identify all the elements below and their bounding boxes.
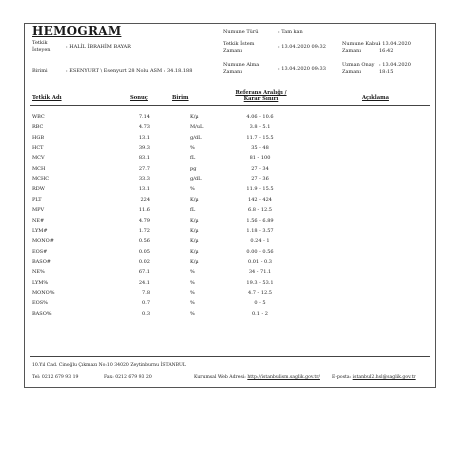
test-unit: % xyxy=(190,186,195,193)
test-reference-range: 1.18 - 3.57 xyxy=(246,227,274,234)
test-reference-range: 35 - 48 xyxy=(251,145,269,152)
test-unit: % xyxy=(190,269,195,276)
test-result: 4.79 xyxy=(138,217,150,224)
tetkik-istem-value: : 13.04.2020 09:32 xyxy=(278,44,326,50)
col-header-unit: Birim xyxy=(172,95,189,101)
test-name: HGB xyxy=(32,134,45,141)
test-result: 83.1 xyxy=(138,155,150,162)
test-unit: fL xyxy=(190,207,196,214)
test-reference-range: 142 - 424 xyxy=(248,196,272,203)
test-name: WBC xyxy=(32,114,45,120)
table-row xyxy=(0,267,450,277)
test-unit: % xyxy=(190,289,195,296)
col-header-name: Tetkik Adı xyxy=(32,95,62,101)
test-name: EOS% xyxy=(32,300,48,307)
test-result: 4.73 xyxy=(138,124,150,131)
test-reference-range: 4.06 - 10.6 xyxy=(246,114,274,120)
test-name: HCT xyxy=(32,145,44,152)
test-name: MONO% xyxy=(32,289,55,296)
table-row xyxy=(0,122,450,132)
tetkik-isteyen-value: : HALİL İBRAHİM BAYAR xyxy=(66,44,131,50)
test-unit: % xyxy=(190,300,195,307)
header-divider xyxy=(30,105,430,106)
test-unit: g/dL xyxy=(190,176,202,183)
test-name: MCHC xyxy=(32,176,50,183)
test-reference-range: 0.01 - 0.3 xyxy=(248,258,272,265)
footer-fax: Fax: 0212 679 93 20 xyxy=(104,375,152,380)
numune-kabul-value: : 13.04.2020 16:42 xyxy=(379,41,411,54)
test-name: MCH xyxy=(32,165,46,172)
test-result: 7.8 xyxy=(142,289,150,296)
test-name: RBC xyxy=(32,124,44,131)
test-result: 27.7 xyxy=(138,165,150,172)
numune-turu-value: : Tam kan xyxy=(278,29,303,35)
test-reference-range: 0.24 - 1 xyxy=(250,238,270,245)
test-result: 13.1 xyxy=(138,186,150,193)
footer-tel: Tel: 0212 679 93 19 xyxy=(32,375,79,380)
test-reference-range: 6.8 - 12.5 xyxy=(248,207,272,214)
test-unit: K/µ xyxy=(190,238,199,245)
test-name: MONO# xyxy=(32,238,54,245)
report-title: HEMOGRAM xyxy=(32,24,122,38)
test-name: RDW xyxy=(32,186,45,193)
table-row xyxy=(0,257,450,267)
table-row xyxy=(0,153,450,163)
test-unit: K/µ xyxy=(190,196,199,203)
table-row xyxy=(0,278,450,288)
test-reference-range: 11.7 - 15.5 xyxy=(246,134,274,141)
test-result: 0.56 xyxy=(138,238,150,245)
table-row xyxy=(0,236,450,246)
test-name: LYM# xyxy=(32,227,48,234)
test-unit: K/µ xyxy=(190,114,199,120)
test-result: 39.3 xyxy=(138,145,150,152)
test-unit: % xyxy=(190,145,195,152)
table-row xyxy=(0,298,450,308)
test-result: 7.14 xyxy=(138,114,150,120)
tetkik-istem-label: Tetkik İstem Zamanı xyxy=(223,41,255,54)
test-unit: M/uL xyxy=(190,124,204,131)
test-result: 0.7 xyxy=(142,300,150,307)
uzman-onay-label: Uzman Onay Zamanı xyxy=(342,62,375,75)
table-row xyxy=(0,216,450,226)
tetkik-isteyen-label: Tetkik İsteyen xyxy=(32,40,51,53)
test-unit: K/µ xyxy=(190,227,199,234)
table-row xyxy=(0,205,450,215)
table-row xyxy=(0,133,450,143)
test-unit: g/dL xyxy=(190,134,202,141)
table-row xyxy=(0,195,450,205)
table-row xyxy=(0,288,450,298)
test-reference-range: 27 - 34 xyxy=(251,165,269,172)
test-name: NE% xyxy=(32,269,45,276)
test-result: 13.1 xyxy=(138,134,150,141)
test-result: 224 xyxy=(140,196,150,203)
test-result: 1.72 xyxy=(138,227,150,234)
footer-address: 10.Yıl Cad. Cinoğlu Çıkmazı No:10 34020 Zeytinburnu İSTANBUL xyxy=(32,363,186,368)
test-name: EOS# xyxy=(32,248,48,255)
test-unit: K/µ xyxy=(190,248,199,255)
test-name: NE# xyxy=(32,217,45,224)
test-reference-range: 0.00 - 0.56 xyxy=(246,248,274,255)
test-name: LYM% xyxy=(32,279,49,286)
table-row xyxy=(0,143,450,153)
footer-web-label: Kurumsal Web Adresi: xyxy=(194,375,246,380)
test-result: 24.1 xyxy=(138,279,150,286)
footer-web xyxy=(194,375,320,380)
test-name: MPV xyxy=(32,207,45,214)
footer-email-link[interactable]: istanbul2.hsl@saglik.gov.tr xyxy=(352,375,416,380)
test-name: PLT xyxy=(32,196,42,203)
test-unit: K/µ xyxy=(190,258,199,265)
numune-turu-label: Numune Türü xyxy=(223,29,259,35)
footer-email xyxy=(332,375,416,380)
test-result: 0.02 xyxy=(138,258,150,265)
birimi-label: Birimi xyxy=(32,68,48,74)
test-reference-range: 81 - 100 xyxy=(249,155,271,162)
uzman-onay-value: : 13.04.2020 18:15 xyxy=(379,62,411,75)
test-name: BASO# xyxy=(32,258,51,265)
table-row xyxy=(0,174,450,184)
table-row xyxy=(0,309,450,319)
test-result: 33.3 xyxy=(138,176,150,183)
test-unit: pg xyxy=(190,165,197,172)
test-unit: % xyxy=(190,279,195,286)
test-result: 67.1 xyxy=(138,269,150,276)
numune-alma-value: : 13.04.2020 09:33 xyxy=(278,66,326,72)
test-reference-range: 3.8 - 5.1 xyxy=(249,124,271,131)
test-result: 0.05 xyxy=(138,248,150,255)
test-reference-range: 27 - 36 xyxy=(251,176,269,183)
table-row xyxy=(0,226,450,236)
test-reference-range: 11.9 - 15.5 xyxy=(246,186,274,193)
col-header-note: Açıklama xyxy=(362,95,389,101)
numune-alma-label: Numune Alma Zamanı xyxy=(223,62,260,75)
test-reference-range: 1.56 - 6.89 xyxy=(246,217,274,224)
footer-email-label: E-posta: xyxy=(332,375,352,380)
table-row xyxy=(0,184,450,194)
test-result: 11.6 xyxy=(138,207,150,214)
test-reference-range: 0 - 5 xyxy=(254,300,266,307)
birimi-value: : ESENYURT \ Esenyurt 28 Nolu ASM : 34.18.188 xyxy=(66,68,193,74)
test-unit: % xyxy=(190,310,195,317)
table-row xyxy=(0,112,450,122)
test-reference-range: 0.1 - 2 xyxy=(251,310,268,317)
col-header-value: Sonuç xyxy=(130,95,148,101)
numune-kabul-label: Numune Kabul Zamanı xyxy=(342,41,381,54)
test-name: BASO% xyxy=(32,310,52,317)
test-reference-range: 19.3 - 53.1 xyxy=(246,279,274,286)
col-header-ref: Referans Aralığı / Karar Sınırı xyxy=(235,90,287,102)
test-unit: fL xyxy=(190,155,196,162)
footer-web-link[interactable]: http://istanbulism.saglik.gov.tr/ xyxy=(247,375,320,380)
test-unit: K/µ xyxy=(190,217,199,224)
test-name: MCV xyxy=(32,155,45,162)
table-row xyxy=(0,247,450,257)
test-result: 0.3 xyxy=(142,310,150,317)
footer-divider xyxy=(30,356,430,357)
test-reference-range: 4.7 - 12.5 xyxy=(248,289,272,296)
test-reference-range: 34 - 71.1 xyxy=(248,269,272,276)
table-row xyxy=(0,164,450,174)
